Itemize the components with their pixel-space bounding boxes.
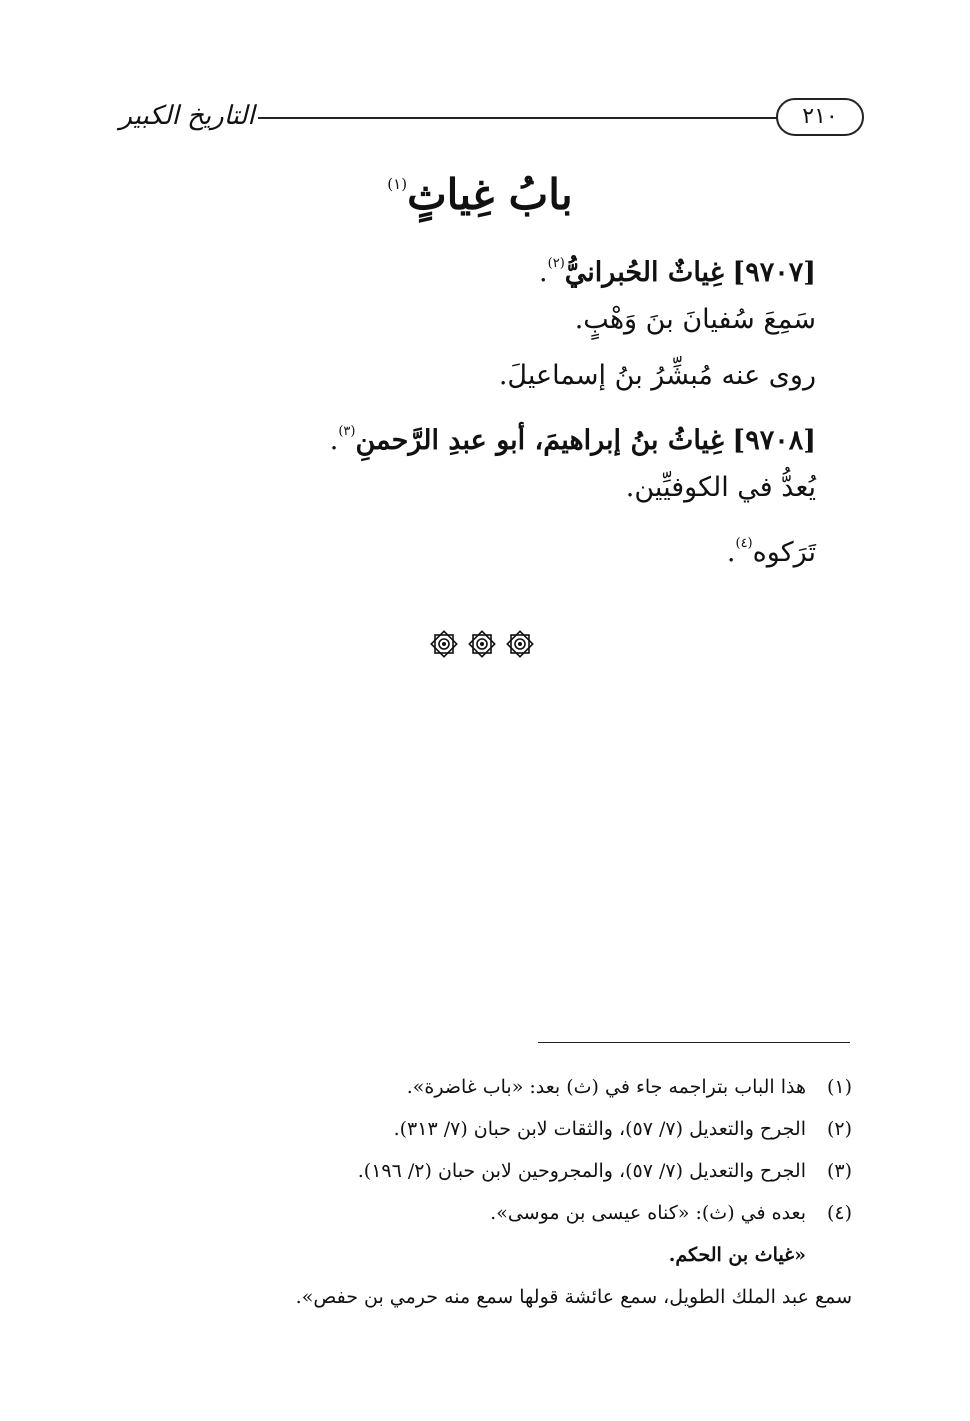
footnote [200, 1108, 852, 1150]
entry-line: روى عنه مُبشِّرُ بنُ إسماعيلَ. [498, 360, 816, 391]
entry-number: [٩٧٠٧] [732, 257, 816, 288]
footnote-ref: (٣) [338, 424, 356, 439]
entry-line [200, 516, 816, 572]
footnote-ref: (٢) [547, 256, 565, 271]
entry-name: غِياثُ بنُ إبراهيمَ، أبو عبدِ الرَّحمنِ [355, 425, 724, 456]
section-end-ornaments [427, 628, 537, 660]
footnote-number: (٣) [826, 1160, 852, 1182]
footnote [200, 1150, 852, 1192]
running-header-title: التاريخ الكبير [119, 101, 255, 131]
entry-heading [200, 236, 816, 292]
entry-line-text: تَرَكوه [752, 537, 816, 568]
entry-name: غِياثٌ الحُبرانيُّ [564, 257, 724, 288]
footnote-continuation: سمع عبد الملك الطويل، سمع عائشة قولها سمع منه حرمي بن حفص». [295, 1286, 852, 1308]
star-ornament-icon [428, 628, 460, 660]
footnote-ref: (٤) [735, 536, 753, 551]
footnote [200, 1192, 852, 1234]
star-ornament-icon [466, 628, 498, 660]
footnote-continuation: «غياث بن الحكم. [668, 1244, 806, 1266]
punctuation: . [726, 537, 736, 568]
footnote-number: (١) [826, 1076, 852, 1098]
footnote-text: بعده في (ث): «كناه عيسى بن موسى». [490, 1202, 806, 1224]
punctuation: . [539, 257, 548, 288]
entry-number: [٩٧٠٨] [732, 425, 816, 456]
punctuation: . [329, 425, 339, 456]
footnote-text: الجرح والتعديل (٧/ ٥٧)، والثقات لابن حبان (٧/ ٣١٣). [393, 1118, 806, 1140]
section-heading-text: بابُ غِياثٍ [407, 170, 573, 219]
main-text [200, 236, 816, 572]
star-ornament-icon [504, 628, 536, 660]
section-heading [330, 148, 630, 220]
page-number: ٢١٠ [776, 98, 864, 136]
footnote-ref: (١) [387, 175, 408, 193]
footnote-number: (٢) [826, 1118, 852, 1140]
footnotes [200, 1066, 852, 1318]
header-rule [258, 117, 778, 119]
entry-line: سَمِعَ سُفيانَ بنَ وَهْبٍ. [574, 304, 816, 335]
footnote-text: الجرح والتعديل (٧/ ٥٧)، والمجروحين لابن حبان (٢/ ١٩٦). [357, 1160, 806, 1182]
footnote-number: (٤) [826, 1202, 852, 1224]
entry-line: يُعدُّ في الكوفيِّين. [625, 472, 816, 503]
footnote [200, 1066, 852, 1108]
entry-heading [200, 404, 816, 460]
footnote-separator [538, 1042, 850, 1043]
footnote-text: هذا الباب بتراجمه جاء في (ث) بعد: «باب غاضرة». [406, 1076, 806, 1098]
